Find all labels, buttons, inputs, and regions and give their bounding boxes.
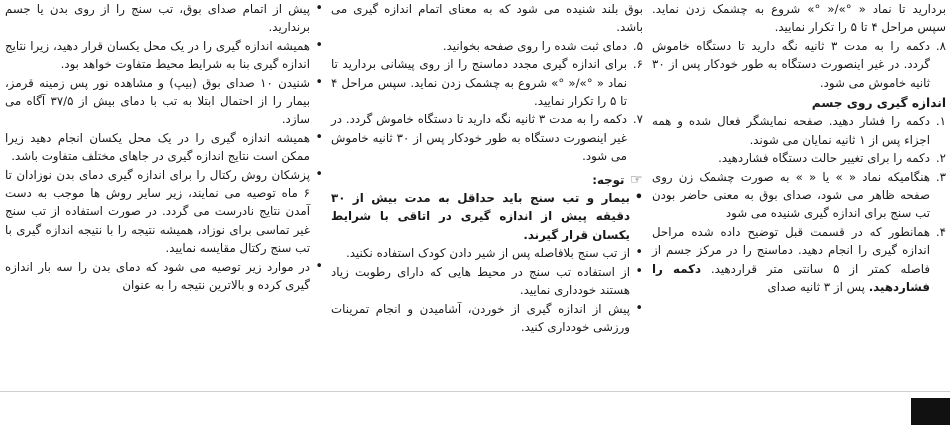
step-text: دکمه را برای تغيير حالت دستگاه فشاردهيد.: [718, 151, 930, 166]
bullet-text: شنيدن ۱۰ صدای بوق (بيپ) و مشاهده نور پس زمينه قرمز، بيمار را از احتمال ابتلا به تب با دمای بيش از ۳۷/۵ آگاه می سازد.: [5, 75, 310, 127]
step-5: [331, 37, 643, 55]
step-text: برای اندازه گيری مجدد دماسنج را از روی پيشانی برداريد تا نماد « °»/« °» شروع به چشمک زدن نمايد. سپس مراحل ۴ تا ۵ را تکرار نماييد.: [331, 57, 627, 109]
note-title: توجه:: [592, 172, 625, 187]
step-text: دمای ثبت شده را روی صفحه بخوانيد.: [442, 38, 627, 53]
note-bullet: [331, 189, 643, 244]
step-1: [652, 112, 946, 149]
step-text: هنگاميکه نماد « » يا « » به صورت چشمک زن روی صفحه ظاهر می شود، صدای بوق به معنی حاضر بودن تب سنج برای اندازه گيری شنيده می شود: [652, 169, 930, 221]
step-3: [652, 168, 946, 223]
bullet-icon: •: [635, 263, 643, 279]
step-text: دکمه را به مدت ۳ ثانيه نگه داريد تا دستگاه خاموش گردد. در غير اينصورت دستگاه به طور خودکار پس از ۳۰ ثانيه خاموش می شود.: [331, 112, 627, 164]
bullet-icon: •: [315, 74, 323, 90]
middle-column: [331, 0, 643, 336]
section-heading: اندازه گيری روی جسم: [811, 96, 946, 111]
bullet-text: هميشه اندازه گيری را در يک محل يکسان انجام دهيد زيرا ممکن است نتايج اندازه گيری در جاهای مختلف متفاوت باشد.: [5, 130, 310, 164]
step-number: ۶.: [632, 57, 643, 72]
step-number: ۵.: [632, 38, 643, 53]
step-2: [652, 149, 946, 167]
bullet-item: [5, 37, 323, 74]
bullet-icon: •: [634, 190, 643, 206]
step-text-b: پس از ۳ ثانيه صدای: [767, 280, 865, 295]
note-bullet: [331, 300, 643, 337]
step-text: [652, 223, 930, 297]
step-7: [331, 110, 643, 165]
bullet-icon: •: [315, 166, 323, 182]
step-number: ۸.: [935, 38, 946, 53]
bullet-icon: •: [315, 258, 323, 274]
page-divider: [0, 391, 950, 392]
step-8: [652, 37, 946, 92]
bullet-item: [5, 74, 323, 129]
bullet-text: در موارد زير توصيه می شود که دمای بدن را سه بار اندازه گيری کرده و بالاترين نتيجه را به عنوان: [5, 259, 310, 293]
step-4: [652, 223, 946, 297]
step-text-a: همانطور که در قسمت قبل توضيح داده شده مراحل اندازه گيری را انجام دهيد. دماسنج را در مرکز جسم از فاصله کمتر از ۵ سانتی متر قراردهيد.: [652, 224, 930, 276]
note-bullet: [331, 244, 643, 262]
bullet-text: هميشه اندازه گيری را در يک محل يکسان قرار دهيد، زيرا نتايج اندازه گيری بنا به شرايط محيط متفاوت خواهد بود.: [5, 38, 310, 72]
bullet-item: [5, 0, 323, 37]
bullet-icon: •: [315, 1, 323, 16]
bullet-item: [5, 166, 323, 258]
step-number: ۷.: [632, 112, 643, 127]
note-heading: [331, 171, 643, 189]
step-number: ۱.: [935, 114, 946, 129]
bullet-text: از تب سنج بلافاصله پس از شير دادن کودک استفاده نکنيد.: [345, 246, 630, 261]
bullet-icon: •: [315, 37, 323, 53]
right-column: [652, 0, 946, 297]
bullet-text: بيمار و تب سنج بايد حداقل به مدت بيش از ۳۰ دقيقه پيش از اندازه گيری در اتاقی با شرايط يکسان قرار گيرند.: [331, 191, 630, 242]
bullet-text: از استفاده تب سنج در محيط هايی که دارای رطوبت زياد هستند خودداری نماييد.: [331, 264, 630, 298]
bullet-text: پزشکان روش رکتال را برای اندازه گيری دمای بدن نوزادان تا ۶ ماه توصيه می نمايند، زير ساير روش ها موجب به دست آمدن نتايج نادرست می گردد. در صورت استفاده از تب سنج غير تماسی برای نوزاد، هميشه نتيجه را با نتيجه اندازه گيری با تب سنج رکتال مقايسه نماييد.: [5, 167, 310, 256]
continued-text: برداريد تا نماد « °»/« °» شروع به چشمک زدن نمايد. سپس مراحل ۴ تا ۵ را تکرار نماييد.: [652, 2, 946, 35]
note-bullet: [331, 263, 643, 300]
page-tab-marker: [911, 398, 950, 425]
bullet-icon: •: [635, 245, 643, 261]
continued-text: بوق بلند شنيده می شود که به معنای اتمام اندازه گيری می باشد.: [331, 2, 643, 35]
step-number: ۳.: [935, 169, 946, 184]
step-text-bold: دکمه را فشاردهيد.: [652, 261, 930, 295]
bullet-text: پيش از اتمام صدای بوق، تب سنج را از روی بدن يا جسم برنداريد.: [5, 2, 310, 35]
left-column: [5, 0, 323, 295]
bullet-icon: •: [635, 300, 643, 316]
step-number: ۲.: [935, 151, 946, 166]
bullet-icon: •: [315, 129, 323, 145]
step-number: ۴.: [935, 224, 946, 239]
hand-pointing-icon: ☜: [630, 171, 643, 188]
step-6: [331, 55, 643, 110]
bullet-text: پيش از اندازه گيری از خوردن، آشاميدن و انجام تمرينات ورزشی خودداری کنيد.: [331, 301, 630, 334]
bullet-item: [5, 129, 323, 166]
step-text: دکمه را فشار دهيد. صفحه نمايشگر فعال شده و همه اجزاء پس از ۱ ثانيه نمايان می شوند.: [652, 114, 930, 147]
step-text: دکمه را به مدت ۳ ثانيه نگه داريد تا دستگاه خاموش گردد. در غير اينصورت دستگاه به طور خودکار پس از ۳۰ ثانيه خاموش می شود.: [652, 38, 931, 90]
bullet-item: [5, 258, 323, 295]
